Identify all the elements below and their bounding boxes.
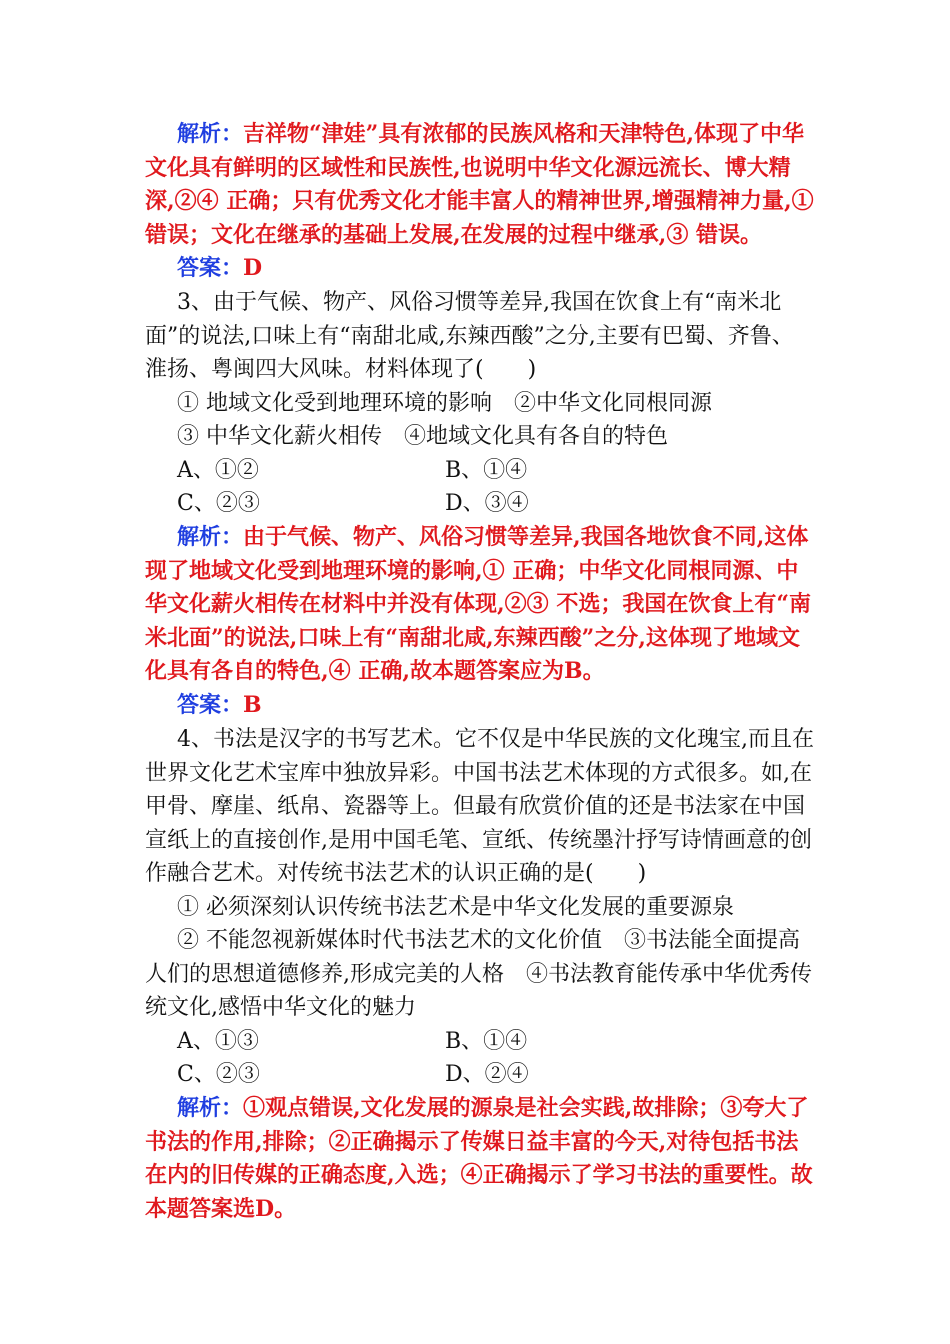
answer-label: 答案： (177, 692, 244, 718)
q3-analysis (145, 521, 815, 689)
analysis-label: 解析： (177, 121, 244, 147)
q3-answer (177, 689, 262, 723)
q4-analysis (145, 1092, 815, 1226)
q3-option-b: B、①④ (445, 458, 528, 483)
answer-value: B (243, 692, 262, 718)
q4-item-2: ② 不能忽视新媒体时代书法艺术的文化价值 ③书法能全面提高人们的思想道德修养,形成完美的人格 ④书法教育能传承中华优秀传统文化,感悟中华文化的魅力 (145, 928, 812, 1020)
q3-option-c: C、②③ (177, 491, 260, 516)
q4-item-1: ① 必须深刻认识传统书法艺术是中华文化发展的重要源泉 (177, 895, 734, 920)
q2-answer (177, 252, 262, 286)
q4-stem: 4、书法是汉字的书写艺术。它不仅是中华民族的文化瑰宝,而且在世界文化艺术宝库中独放异彩。中国书法艺术体现的方式很多。如,在甲骨、摩崖、纸帛、瓷器等上。但最有欣赏价值的还是书法家在中国宣纸上的直接创作,是用中国毛笔、宣纸、传统墨汁抒写诗情画意的创作融合艺术。对传统书法艺术的认识正确的是( ) (145, 727, 814, 886)
analysis-label: 解析： (177, 524, 244, 550)
answer-label: 答案： (177, 255, 244, 281)
analysis-label: 解析： (177, 1095, 244, 1121)
q4-option-c: C、②③ (177, 1062, 260, 1087)
q4-option-d: D、②④ (445, 1062, 529, 1087)
answer-value: D (243, 255, 263, 281)
q3-stem: 3、由于气候、物产、风俗习惯等差异,我国在饮食上有“南米北面”的说法,口味上有“南甜北咸,东辣西酸”之分,主要有巴蜀、齐鲁、淮扬、粤闽四大风味。材料体现了( ) (145, 290, 794, 382)
q3-item-2: ③ 中华文化薪火相传 ④地域文化具有各自的特色 (177, 424, 668, 449)
q2-analysis (145, 118, 815, 252)
q3-option-d: D、③④ (445, 491, 529, 516)
q4-option-b: B、①④ (445, 1029, 528, 1054)
q3-item-1: ① 地域文化受到地理环境的影响 ②中华文化同根同源 (177, 391, 712, 416)
analysis-text: 吉祥物“津娃”具有浓郁的民族风格和天津特色,体现了中华文化具有鲜明的区域性和民族性,也说明中华文化源远流长、博大精深,②④ 正确；只有优秀文化才能丰富人的精神世界,增强精神力量,① 错误；文化在继承的基础上发展,在发展的过程中继承,③ 错误。 (145, 121, 814, 248)
analysis-text: ①观点错误,文化发展的源泉是社会实践,故排除；③夸大了书法的作用,排除；②正确揭示了传媒日益丰富的今天,对待包括书法在内的旧传媒的正确态度,入选；④正确揭示了学习书法的重要性。故本题答案选D。 (145, 1095, 813, 1222)
q3-option-a: A、①② (177, 458, 259, 483)
q4-option-a: A、①③ (177, 1029, 259, 1054)
analysis-text: 由于气候、物产、风俗习惯等差异,我国各地饮食不同,这体现了地域文化受到地理环境的影响,① 正确；中华文化同根同源、中华文化薪火相传在材料中并没有体现,②③ 不选；我国在饮食上有“南米北面”的说法,口味上有“南甜北咸,东辣西酸”之分,这体现了地域文化具有各自的特色,④ 正确,故本题答案应为B。 (145, 524, 811, 684)
